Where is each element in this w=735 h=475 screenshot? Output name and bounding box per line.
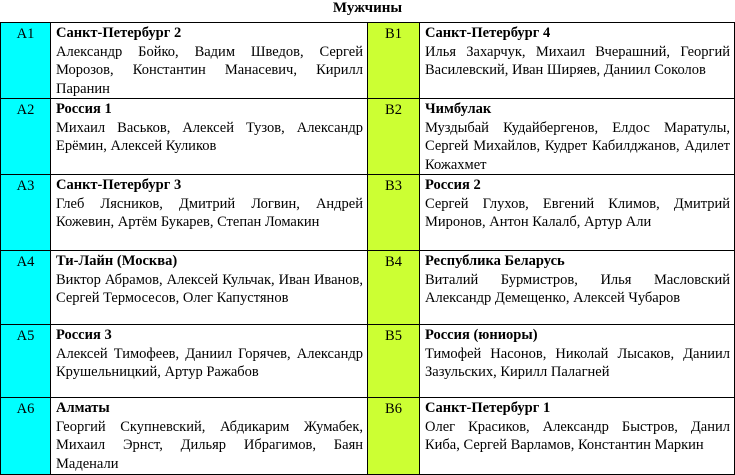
team-cell — [51, 325, 368, 398]
team-name: Россия 3 — [56, 327, 112, 343]
table-row — [1, 175, 735, 251]
team-name: Россия 1 — [56, 101, 112, 117]
group-label: В1 — [368, 23, 420, 99]
group-label: А4 — [1, 251, 51, 325]
team-players: Георгий Скупневский, Абдикарим Жумабек, Михаил Эрнст, Дильяр Ибрагимов, Баян Маденали — [56, 418, 363, 472]
team-name: Чимбулак — [425, 101, 492, 117]
group-label: А5 — [1, 325, 51, 398]
group-label: А6 — [1, 398, 51, 475]
table-row — [1, 325, 735, 398]
table-row — [1, 23, 735, 99]
team-players: Муздыбай Кудайбергенов, Елдос Маратулы, Сергей Михайлов, Кудрет Кабилджанов, Адилет Кожахмет — [425, 119, 730, 173]
team-name: Санкт-Петербург 4 — [425, 25, 551, 41]
team-cell — [51, 23, 368, 99]
group-label: В3 — [368, 175, 420, 251]
team-cell — [420, 251, 735, 325]
groups-table — [0, 22, 735, 475]
team-cell — [420, 99, 735, 175]
team-name: Алматы — [56, 400, 110, 416]
team-cell — [51, 99, 368, 175]
team-cell — [51, 251, 368, 325]
team-cell — [420, 398, 735, 475]
group-label: А3 — [1, 175, 51, 251]
team-players: Александр Бойко, Вадим Шведов, Сергей Морозов, Константин Манасевич, Кирилл Паранин — [56, 43, 363, 97]
group-label: А2 — [1, 99, 51, 175]
team-cell — [51, 175, 368, 251]
team-name: Республика Беларусь — [425, 253, 565, 269]
group-label: В2 — [368, 99, 420, 175]
page-heading: Мужчины — [332, 0, 403, 16]
group-label: А1 — [1, 23, 51, 99]
team-name: Ти-Лайн (Москва) — [56, 253, 178, 269]
team-name: Санкт-Петербург 2 — [56, 25, 182, 41]
table-row — [1, 398, 735, 475]
team-players: Виктор Абрамов, Алексей Кульчак, Иван Иванов, Сергей Термосесов, Олег Капустянов — [56, 271, 363, 306]
team-cell — [420, 325, 735, 398]
team-cell — [420, 175, 735, 251]
team-name: Санкт-Петербург 3 — [56, 177, 182, 193]
team-players: Михаил Васьков, Алексей Тузов, Александр Ерёмин, Алексей Куликов — [56, 119, 363, 154]
team-cell — [420, 23, 735, 99]
team-players: Алексей Тимофеев, Даниил Горячев, Александр Крушельницкий, Артур Ражабов — [56, 345, 363, 380]
team-cell — [51, 398, 368, 475]
team-players: Илья Захарчук, Михаил Вчерашний, Георгий Василевский, Иван Ширяев, Даниил Соколов — [425, 43, 730, 78]
team-players: Олег Красиков, Александр Быстров, Данил Киба, Сергей Варламов, Константин Маркин — [425, 418, 730, 453]
team-name: Санкт-Петербург 1 — [425, 400, 551, 416]
group-label: В4 — [368, 251, 420, 325]
group-label: В6 — [368, 398, 420, 475]
team-players: Виталий Бурмистров, Илья Масловский Александр Демещенко, Алексей Чубаров — [425, 271, 730, 306]
team-name: Россия (юниоры) — [425, 327, 538, 343]
table-row — [1, 99, 735, 175]
team-players: Глеб Лясников, Дмитрий Логвин, Андрей Кожевин, Артём Букарев, Степан Ломакин — [56, 195, 363, 230]
team-name: Россия 2 — [425, 177, 481, 193]
table-row — [1, 251, 735, 325]
group-label: В5 — [368, 325, 420, 398]
team-players: Тимофей Насонов, Николай Лысаков, Даниил Зазульских, Кирилл Палагней — [425, 345, 730, 380]
team-players: Сергей Глухов, Евгений Климов, Дмитрий Миронов, Антон Калалб, Артур Али — [425, 195, 730, 230]
